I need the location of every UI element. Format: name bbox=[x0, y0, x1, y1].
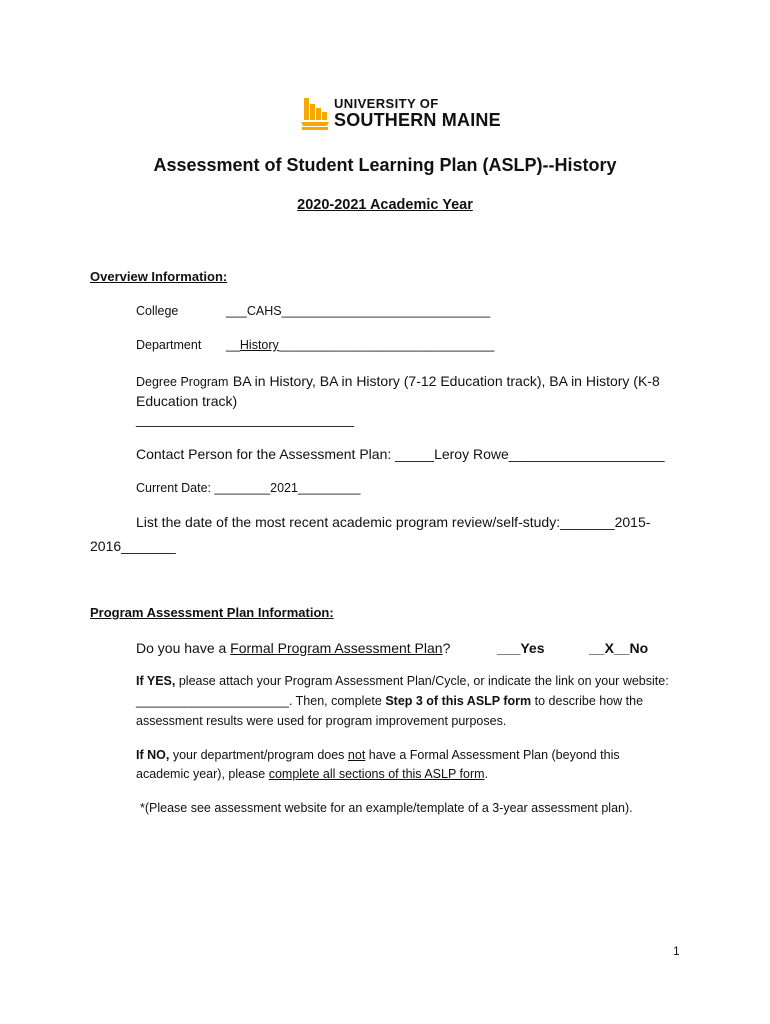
assessment-note: *(Please see assessment website for an example/template of a 3-year assessment plan). bbox=[140, 801, 633, 815]
date-value: ________2021_________ bbox=[214, 481, 361, 495]
review-value-2: 2016_______ bbox=[90, 538, 176, 554]
if-yes-line-2 bbox=[136, 694, 643, 708]
overview-heading-colon: : bbox=[222, 269, 228, 284]
college-label: College bbox=[136, 304, 179, 318]
contact-label: Contact Person for the Assessment Plan: bbox=[136, 446, 392, 462]
if-no-line-2 bbox=[136, 767, 488, 781]
if-yes-line-1 bbox=[136, 674, 669, 688]
lighthouse-logo-icon bbox=[300, 96, 330, 132]
formal-plan-link[interactable]: Formal Program Assessment Plan bbox=[230, 640, 443, 656]
contact-person bbox=[136, 446, 665, 462]
not-emphasis: not bbox=[347, 748, 366, 762]
if-yes-text-2: Then, complete bbox=[292, 694, 386, 708]
review-label: List the date of the most recent academic program review/self-study: bbox=[136, 514, 561, 530]
logo-line-2: SOUTHERN MAINE bbox=[334, 110, 501, 130]
yes-option: ___Yes bbox=[497, 640, 545, 656]
degree-label: Degree Program bbox=[136, 375, 229, 389]
contact-value: _____Leroy Rowe____________________ bbox=[395, 446, 665, 462]
college-value: ___CAHS______________________________ bbox=[226, 304, 491, 318]
if-no-text-3: academic year), please bbox=[136, 767, 269, 781]
if-yes-line-3: assessment results were used for program improvement purposes. bbox=[136, 714, 507, 728]
department-value: History bbox=[239, 338, 279, 352]
current-date bbox=[136, 481, 361, 495]
department-suffix: _______________________________ bbox=[278, 338, 495, 352]
review-value-1: _______2015- bbox=[560, 514, 651, 530]
degree-value: BA in History, BA in History (7-12 Education track), BA in History (K-8 Education track) bbox=[136, 373, 660, 409]
review-line-1 bbox=[136, 514, 650, 530]
website-link-blank: ______________________. bbox=[136, 694, 293, 708]
if-yes-text-1: please attach your Program Assessment Plan/Cycle, or indicate the link on your website: bbox=[175, 674, 669, 688]
department-value-line bbox=[226, 338, 494, 352]
overview-heading bbox=[90, 269, 227, 284]
university-logo bbox=[300, 96, 501, 136]
date-label: Current Date: bbox=[136, 481, 212, 495]
formal-plan-question bbox=[136, 640, 450, 656]
if-no-text-4: . bbox=[484, 767, 489, 781]
no-option: __X__No bbox=[589, 640, 649, 656]
if-yes-text-3: to describe how the bbox=[531, 694, 644, 708]
step-3-reference: Step 3 of this ASLP form bbox=[385, 694, 532, 708]
degree-blank: ____________________________ bbox=[136, 411, 355, 427]
program-plan-heading: Program Assessment Plan Information: bbox=[90, 605, 334, 620]
if-no-text-1: your department/program does bbox=[169, 748, 348, 762]
if-yes-lead: If YES, bbox=[136, 674, 176, 688]
department-label: Department bbox=[136, 338, 202, 352]
logo-line-1: UNIVERSITY OF bbox=[334, 96, 439, 111]
question-suffix: ? bbox=[442, 640, 451, 656]
if-no-lead: If NO, bbox=[136, 748, 170, 762]
degree-program bbox=[136, 372, 676, 411]
overview-heading-text: Overview Information bbox=[90, 269, 223, 284]
complete-sections-link[interactable]: complete all sections of this ASLP form bbox=[268, 767, 485, 781]
page-number: 1 bbox=[673, 944, 680, 958]
if-no-line-1 bbox=[136, 748, 620, 762]
department-prefix: __ bbox=[226, 338, 240, 352]
question-prefix: Do you have a bbox=[136, 640, 231, 656]
if-no-text-2: have a Formal Assessment Plan (beyond this bbox=[365, 748, 620, 762]
academic-year: 2020-2021 Academic Year bbox=[297, 197, 473, 213]
document-title: Assessment of Student Learning Plan (ASLP)--History bbox=[153, 155, 617, 175]
